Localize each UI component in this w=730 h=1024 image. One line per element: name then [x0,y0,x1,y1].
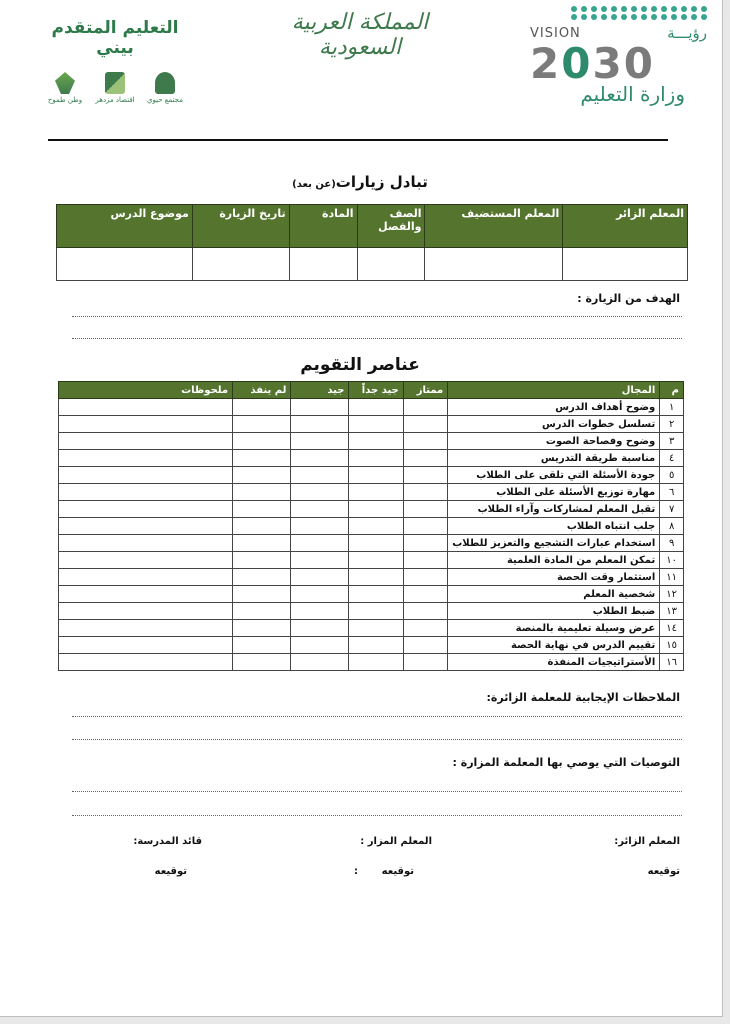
eval-cell-not-done[interactable] [233,416,291,433]
eval-cell-very-good[interactable] [349,569,403,586]
ministry-name: وزارة التعليم [580,82,685,106]
thriving-economy-icon [105,72,125,94]
pillar-economy: اقتصاد مزدهر [96,72,134,104]
eval-row [59,433,684,450]
vibrant-society-icon [155,72,175,94]
eval-row-number: ١٣ [660,603,684,620]
eval-cell-very-good[interactable] [349,620,403,637]
vision-year: 2030 [530,39,655,88]
eval-cell-excellent[interactable] [403,535,447,552]
goal-label: الهدف من الزيارة : [577,292,680,305]
col-subject: المادة [289,205,357,248]
col-notes: ملحوظات [59,382,233,399]
col-topic: موضوع الدرس [57,205,193,248]
eval-row-field: عرض وسيلة تعليمية بالمنصة [448,620,660,637]
eval-cell-good[interactable] [291,654,349,671]
eval-cell-notes[interactable] [59,467,233,484]
eval-cell-good[interactable] [291,501,349,518]
eval-row-field: تقبل المعلم لمشاركات وآراء الطلاب [448,501,660,518]
eval-cell-very-good[interactable] [349,450,403,467]
ambitious-nation-icon [55,72,75,94]
eval-cell-not-done[interactable] [233,518,291,535]
visitor-teacher-label: المعلم الزائر: [614,836,680,847]
program-logo [40,18,190,104]
eval-cell-notes[interactable] [59,518,233,535]
eval-cell-very-good[interactable] [349,433,403,450]
col-excellent: ممتاز [403,382,447,399]
eval-row [59,654,684,671]
eval-cell-notes[interactable] [59,399,233,416]
eval-row [59,586,684,603]
eval-cell-not-done[interactable] [233,433,291,450]
eval-section-title: عناصر التقويم [300,355,420,375]
eval-row [59,637,684,654]
col-not-done: لم ينفذ [233,382,291,399]
eval-cell-notes[interactable] [59,416,233,433]
eval-cell-not-done[interactable] [233,586,291,603]
positive-notes-line-1[interactable] [72,716,682,717]
eval-cell-very-good[interactable] [349,518,403,535]
eval-cell-excellent[interactable] [403,586,447,603]
eval-cell-good[interactable] [291,484,349,501]
eval-cell-excellent[interactable] [403,467,447,484]
program-title: التعليم المتقدم بيني [51,18,179,58]
eval-cell-excellent[interactable] [403,637,447,654]
eval-cell-excellent[interactable] [403,603,447,620]
eval-row [59,552,684,569]
eval-row-field: تسلسل خطوات الدرس [448,416,660,433]
eval-cell-notes[interactable] [59,654,233,671]
eval-row-field: جلب انتباه الطلاب [448,518,660,535]
eval-cell-notes[interactable] [59,552,233,569]
vision-pillars [40,72,190,104]
vision-2030-logo [520,6,715,121]
eval-cell-very-good[interactable] [349,501,403,518]
eval-cell-good[interactable] [291,569,349,586]
col-visitor: المعلم الزائر [563,205,688,248]
vision-en: VISION [530,25,581,41]
header-divider [48,139,668,141]
eval-cell-very-good[interactable] [349,603,403,620]
eval-row [59,484,684,501]
eval-cell-good[interactable] [291,552,349,569]
visitor-cell[interactable] [563,248,688,281]
eval-table-header [59,382,684,399]
eval-cell-notes[interactable] [59,603,233,620]
eval-row-number: ٣ [660,433,684,450]
eval-cell-good[interactable] [291,603,349,620]
pillar-society: مجتمع حيوي [146,72,184,104]
eval-row [59,569,684,586]
eval-cell-notes[interactable] [59,501,233,518]
eval-row-field: وضوح وفصاحة الصوت [448,433,660,450]
recommendations-line-2[interactable] [72,815,682,816]
eval-row-field: تقييم الدرس في نهاية الحصة [448,637,660,654]
eval-cell-not-done[interactable] [233,654,291,671]
eval-row [59,450,684,467]
visit-section-title: تبادل زيارات(عن بعد) [292,173,428,191]
eval-cell-excellent[interactable] [403,552,447,569]
eval-cell-excellent[interactable] [403,450,447,467]
eval-row-field: استثمار وقت الحصة [448,569,660,586]
eval-cell-good[interactable] [291,620,349,637]
visit-table-header [57,205,688,248]
date-cell[interactable] [192,248,289,281]
eval-row-field: الأستراتيجيات المنفذة [448,654,660,671]
col-index: م [660,382,684,399]
eval-cell-excellent[interactable] [403,416,447,433]
eval-cell-not-done[interactable] [233,467,291,484]
eval-cell-not-done[interactable] [233,399,291,416]
eval-cell-good[interactable] [291,467,349,484]
col-host: المعلم المستضيف [425,205,563,248]
visitor-signature[interactable]: توقيعه [647,866,680,877]
eval-cell-excellent[interactable] [403,399,447,416]
eval-cell-very-good[interactable] [349,484,403,501]
eval-row-number: ٨ [660,518,684,535]
eval-cell-not-done[interactable] [233,484,291,501]
eval-row-number: ١٤ [660,620,684,637]
vision-ar: رؤيـــة [667,24,707,42]
eval-cell-notes[interactable] [59,535,233,552]
col-good: جيد [291,382,349,399]
eval-row [59,416,684,433]
grade-cell[interactable] [357,248,425,281]
eval-row-field: وضوح أهداف الدرس [448,399,660,416]
eval-cell-excellent[interactable] [403,569,447,586]
eval-cell-notes[interactable] [59,450,233,467]
eval-row [59,518,684,535]
recommendations-line-1[interactable] [72,791,682,792]
eval-cell-notes[interactable] [59,433,233,450]
eval-cell-very-good[interactable] [349,416,403,433]
subject-cell[interactable] [289,248,357,281]
eval-cell-good[interactable] [291,416,349,433]
eval-cell-very-good[interactable] [349,637,403,654]
eval-cell-very-good[interactable] [349,552,403,569]
eval-cell-excellent[interactable] [403,654,447,671]
recommendations-label: التوصيات التي يوصي بها المعلمة المزارة : [452,756,680,769]
eval-cell-good[interactable] [291,637,349,654]
eval-row [59,467,684,484]
eval-row-field: استخدام عبارات التشجيع والتعزيز للطلاب [448,535,660,552]
eval-table [58,381,684,671]
col-field: المجال [448,382,660,399]
visit-table [56,204,688,281]
eval-row-number: ٧ [660,501,684,518]
eval-row-number: ٩ [660,535,684,552]
eval-cell-excellent[interactable] [403,620,447,637]
eval-row-number: ٦ [660,484,684,501]
eval-row-number: ١٢ [660,586,684,603]
positive-notes-label: الملاحظات الإيجابية للمعلمة الزائرة: [486,691,680,704]
eval-cell-not-done[interactable] [233,501,291,518]
eval-row [59,620,684,637]
signature-colon: : [354,866,358,877]
eval-row-field: جودة الأسئلة التي تلقى على الطلاب [448,467,660,484]
principal-signature[interactable]: توقيعه [154,866,187,877]
pillar-ambitious: وطن طموح [46,72,84,104]
eval-row [59,399,684,416]
col-very-good: جيد جداً [349,382,403,399]
eval-cell-excellent[interactable] [403,433,447,450]
eval-cell-excellent[interactable] [403,501,447,518]
eval-row-number: ١٥ [660,637,684,654]
eval-cell-good[interactable] [291,399,349,416]
eval-cell-very-good[interactable] [349,467,403,484]
eval-cell-very-good[interactable] [349,399,403,416]
eval-row-field: ضبط الطلاب [448,603,660,620]
eval-cell-excellent[interactable] [403,518,447,535]
eval-cell-not-done[interactable] [233,620,291,637]
eval-row-field: تمكن المعلم من المادة العلمية [448,552,660,569]
eval-row [59,603,684,620]
eval-row-field: شخصية المعلم [448,586,660,603]
eval-cell-notes[interactable] [59,637,233,654]
host-cell[interactable] [425,248,563,281]
topic-cell[interactable] [57,248,193,281]
eval-cell-not-done[interactable] [233,569,291,586]
eval-row [59,501,684,518]
eval-row-number: ٤ [660,450,684,467]
eval-cell-not-done[interactable] [233,552,291,569]
eval-row-number: ١١ [660,569,684,586]
eval-cell-not-done[interactable] [233,603,291,620]
eval-row-number: ٢ [660,416,684,433]
eval-cell-notes[interactable] [59,586,233,603]
eval-cell-good[interactable] [291,535,349,552]
visited-teacher-label: المعلم المزار : [360,836,432,847]
eval-cell-not-done[interactable] [233,450,291,467]
eval-cell-very-good[interactable] [349,654,403,671]
eval-row-number: ١٦ [660,654,684,671]
eval-row-number: ١ [660,399,684,416]
goal-line-1[interactable] [72,316,682,317]
eval-cell-good[interactable] [291,433,349,450]
principal-label: قائد المدرسة: [133,836,202,847]
kingdom-logotype: المملكة العربية السعودية [291,10,429,60]
eval-cell-good[interactable] [291,450,349,467]
col-grade: الصف والفصل [357,205,425,248]
goal-line-2[interactable] [72,338,682,339]
eval-row-field: مهارة توزيع الأسئلة على الطلاب [448,484,660,501]
visited-signature[interactable]: توقيعه [381,866,414,877]
vision-dots [520,6,709,20]
visit-table-row[interactable] [57,248,688,281]
eval-cell-excellent[interactable] [403,484,447,501]
col-date: تاريخ الزيارة [192,205,289,248]
eval-cell-good[interactable] [291,518,349,535]
eval-cell-very-good[interactable] [349,586,403,603]
eval-row-number: ٥ [660,467,684,484]
eval-row [59,535,684,552]
eval-cell-not-done[interactable] [233,637,291,654]
eval-cell-notes[interactable] [59,569,233,586]
eval-cell-good[interactable] [291,586,349,603]
eval-row-field: مناسبة طريقة التدريس [448,450,660,467]
positive-notes-line-2[interactable] [72,739,682,740]
eval-cell-notes[interactable] [59,620,233,637]
eval-cell-not-done[interactable] [233,535,291,552]
eval-cell-notes[interactable] [59,484,233,501]
eval-row-number: ١٠ [660,552,684,569]
eval-cell-very-good[interactable] [349,535,403,552]
